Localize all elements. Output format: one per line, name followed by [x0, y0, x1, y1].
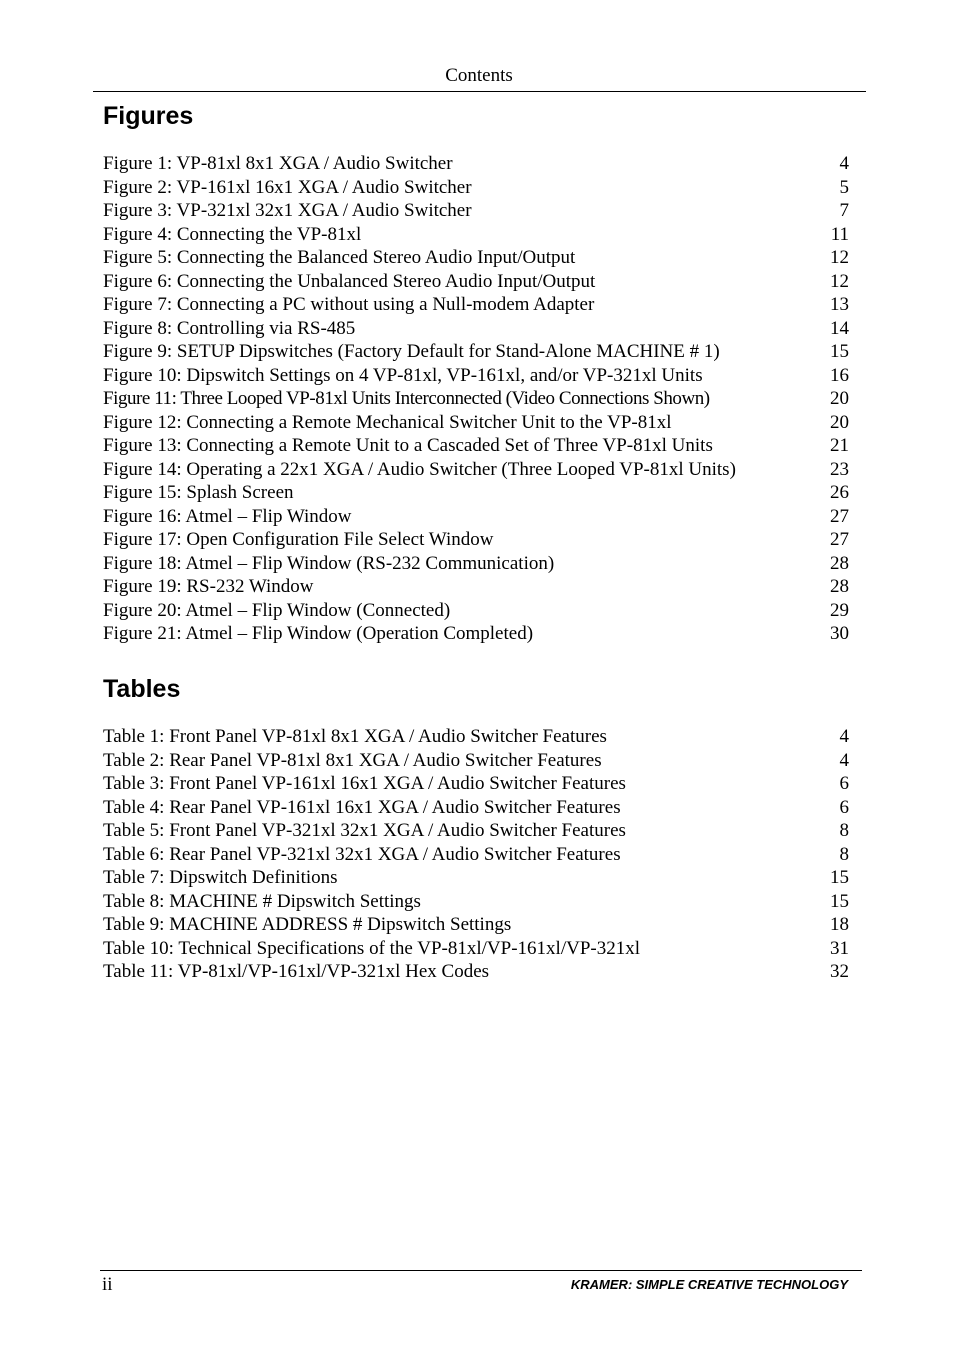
figure-entry-page[interactable]: 27	[830, 529, 849, 550]
table-entry-page[interactable]: 6	[839, 796, 849, 818]
figure-entry-page[interactable]: 15	[830, 341, 849, 362]
page-number: ii	[102, 1274, 113, 1295]
table-entry-page[interactable]: 8	[839, 820, 849, 841]
table-entry-page[interactable]: 15	[830, 890, 849, 912]
footer-brand: KRAMER: SIMPLE CREATIVE TECHNOLOGY	[570, 1277, 848, 1292]
table-entry[interactable]	[103, 937, 849, 961]
table-entry-page[interactable]: 4	[839, 726, 849, 747]
figure-entry-page[interactable]: 12	[830, 247, 849, 268]
table-entry[interactable]	[103, 819, 849, 843]
figure-entry[interactable]	[103, 293, 849, 317]
figure-entry[interactable]	[103, 599, 849, 623]
figure-entry[interactable]	[103, 317, 849, 341]
figure-entry[interactable]	[103, 340, 849, 364]
figure-entry-page[interactable]: 30	[830, 623, 849, 644]
figure-entry-page[interactable]: 5	[839, 176, 849, 198]
table-entry-title[interactable]: Table 2: Rear Panel VP-81xl 8x1 XGA / Audio Switcher Features	[103, 749, 602, 771]
footer-rule	[100, 1270, 862, 1271]
table-entry-title[interactable]: Table 5: Front Panel VP-321xl 32x1 XGA / Audio Switcher Features	[103, 820, 626, 841]
figures-list	[103, 152, 849, 646]
figure-entry[interactable]	[103, 246, 849, 270]
figure-entry-page[interactable]: 27	[830, 505, 849, 527]
figure-entry[interactable]	[103, 199, 849, 223]
figure-entry-title[interactable]: Figure 5: Connecting the Balanced Stereo Audio Input/Output	[103, 247, 576, 268]
table-entry-title[interactable]: Table 10: Technical Specifications of the VP-81xl/VP-161xl/VP-321xl	[103, 937, 641, 959]
table-entry[interactable]	[103, 772, 849, 796]
figure-entry-page[interactable]: 7	[839, 200, 849, 221]
figure-entry-title[interactable]: Figure 10: Dipswitch Settings on 4 VP-81xl, VP-161xl, and/or VP-321xl Units	[103, 364, 703, 386]
figure-entry-title[interactable]: Figure 11: Three Looped VP-81xl Units Interconnected (Video Connections Shown)	[103, 388, 710, 409]
figure-entry-title[interactable]: Figure 4: Connecting the VP-81xl	[103, 223, 362, 245]
figure-entry[interactable]	[103, 411, 849, 435]
table-entry[interactable]	[103, 725, 849, 749]
tables-list	[103, 725, 849, 984]
table-entry[interactable]	[103, 866, 849, 890]
figure-entry-title[interactable]: Figure 13: Connecting a Remote Unit to a Cascaded Set of Three VP-81xl Units	[103, 435, 713, 456]
table-entry-title[interactable]: Table 7: Dipswitch Definitions	[103, 867, 338, 888]
figure-entry[interactable]	[103, 575, 849, 599]
figure-entry-page[interactable]: 4	[839, 153, 849, 174]
table-entry-title[interactable]: Table 4: Rear Panel VP-161xl 16x1 XGA / Audio Switcher Features	[103, 796, 621, 818]
figure-entry[interactable]	[103, 152, 849, 176]
figure-entry[interactable]	[103, 434, 849, 458]
table-entry-page[interactable]: 4	[839, 749, 849, 771]
figure-entry-title[interactable]: Figure 16: Atmel – Flip Window	[103, 505, 352, 527]
figure-entry-title[interactable]: Figure 18: Atmel – Flip Window (RS-232 Communication)	[103, 552, 555, 574]
figure-entry-title[interactable]: Figure 21: Atmel – Flip Window (Operation Completed)	[103, 623, 534, 644]
figure-entry[interactable]	[103, 270, 849, 294]
figure-entry[interactable]	[103, 458, 849, 482]
figure-entry-page[interactable]: 21	[830, 435, 849, 456]
table-entry-page[interactable]: 15	[830, 867, 849, 888]
table-entry-page[interactable]: 18	[830, 914, 849, 935]
table-entry-title[interactable]: Table 3: Front Panel VP-161xl 16x1 XGA / Audio Switcher Features	[103, 773, 626, 794]
table-entry[interactable]	[103, 890, 849, 914]
table-entry[interactable]	[103, 749, 849, 773]
table-entry-page[interactable]: 32	[830, 961, 849, 982]
figure-entry[interactable]	[103, 552, 849, 576]
figure-entry-page[interactable]: 20	[830, 388, 849, 409]
figure-entry-title[interactable]: Figure 1: VP-81xl 8x1 XGA / Audio Switcher	[103, 153, 453, 174]
table-entry-page[interactable]: 31	[830, 937, 849, 959]
table-entry-title[interactable]: Table 6: Rear Panel VP-321xl 32x1 XGA / Audio Switcher Features	[103, 843, 621, 865]
figure-entry-page[interactable]: 13	[830, 294, 849, 315]
table-entry-title[interactable]: Table 8: MACHINE # Dipswitch Settings	[103, 890, 421, 912]
table-entry[interactable]	[103, 843, 849, 867]
figure-entry[interactable]	[103, 387, 849, 411]
figure-entry-title[interactable]: Figure 6: Connecting the Unbalanced Stereo Audio Input/Output	[103, 270, 596, 292]
running-header: Contents	[445, 65, 513, 86]
figure-entry-page[interactable]: 20	[830, 411, 849, 433]
figure-entry-title[interactable]: Figure 15: Splash Screen	[103, 482, 294, 503]
figure-entry-title[interactable]: Figure 9: SETUP Dipswitches (Factory Default for Stand-Alone MACHINE # 1)	[103, 341, 720, 362]
figure-entry-page[interactable]: 28	[830, 576, 849, 597]
figure-entry-page[interactable]: 16	[830, 364, 849, 386]
table-entry[interactable]	[103, 960, 849, 984]
figure-entry-page[interactable]: 28	[830, 552, 849, 574]
figure-entry-page[interactable]: 14	[830, 317, 849, 339]
figure-entry[interactable]	[103, 223, 849, 247]
table-entry[interactable]	[103, 913, 849, 937]
figure-entry-title[interactable]: Figure 19: RS-232 Window	[103, 576, 314, 597]
figure-entry-page[interactable]: 11	[830, 223, 849, 245]
figure-entry-title[interactable]: Figure 20: Atmel – Flip Window (Connected)	[103, 599, 451, 621]
table-entry-title[interactable]: Table 11: VP-81xl/VP-161xl/VP-321xl Hex Codes	[103, 961, 490, 982]
figure-entry[interactable]	[103, 364, 849, 388]
figure-entry-title[interactable]: Figure 2: VP-161xl 16x1 XGA / Audio Switcher	[103, 176, 472, 198]
figures-heading: Figures	[103, 102, 194, 130]
tables-heading: Tables	[103, 675, 181, 703]
figure-entry-page[interactable]: 23	[830, 458, 849, 480]
figure-entry-page[interactable]: 12	[830, 270, 849, 292]
table-entry-title[interactable]: Table 9: MACHINE ADDRESS # Dipswitch Settings	[103, 914, 512, 935]
table-entry-page[interactable]: 6	[839, 773, 849, 794]
table-entry-page[interactable]: 8	[839, 843, 849, 865]
header-rule	[93, 91, 866, 92]
table-entry[interactable]	[103, 796, 849, 820]
figure-entry-title[interactable]: Figure 3: VP-321xl 32x1 XGA / Audio Switcher	[103, 200, 472, 221]
figure-entry[interactable]	[103, 622, 849, 646]
figure-entry[interactable]	[103, 528, 849, 552]
figure-entry-title[interactable]: Figure 14: Operating a 22x1 XGA / Audio Switcher (Three Looped VP-81xl Units)	[103, 458, 736, 480]
figure-entry-page[interactable]: 29	[830, 599, 849, 621]
figure-entry-title[interactable]: Figure 7: Connecting a PC without using a Null-modem Adapter	[103, 294, 595, 315]
figure-entry-title[interactable]: Figure 8: Controlling via RS-485	[103, 317, 356, 339]
figure-entry-title[interactable]: Figure 17: Open Configuration File Select Window	[103, 529, 494, 550]
figure-entry-page[interactable]: 26	[830, 482, 849, 503]
figure-entry[interactable]	[103, 481, 849, 505]
figure-entry[interactable]	[103, 176, 849, 200]
figure-entry-title[interactable]: Figure 12: Connecting a Remote Mechanical Switcher Unit to the VP-81xl	[103, 411, 672, 433]
table-entry-title[interactable]: Table 1: Front Panel VP-81xl 8x1 XGA / Audio Switcher Features	[103, 726, 607, 747]
figure-entry[interactable]	[103, 505, 849, 529]
